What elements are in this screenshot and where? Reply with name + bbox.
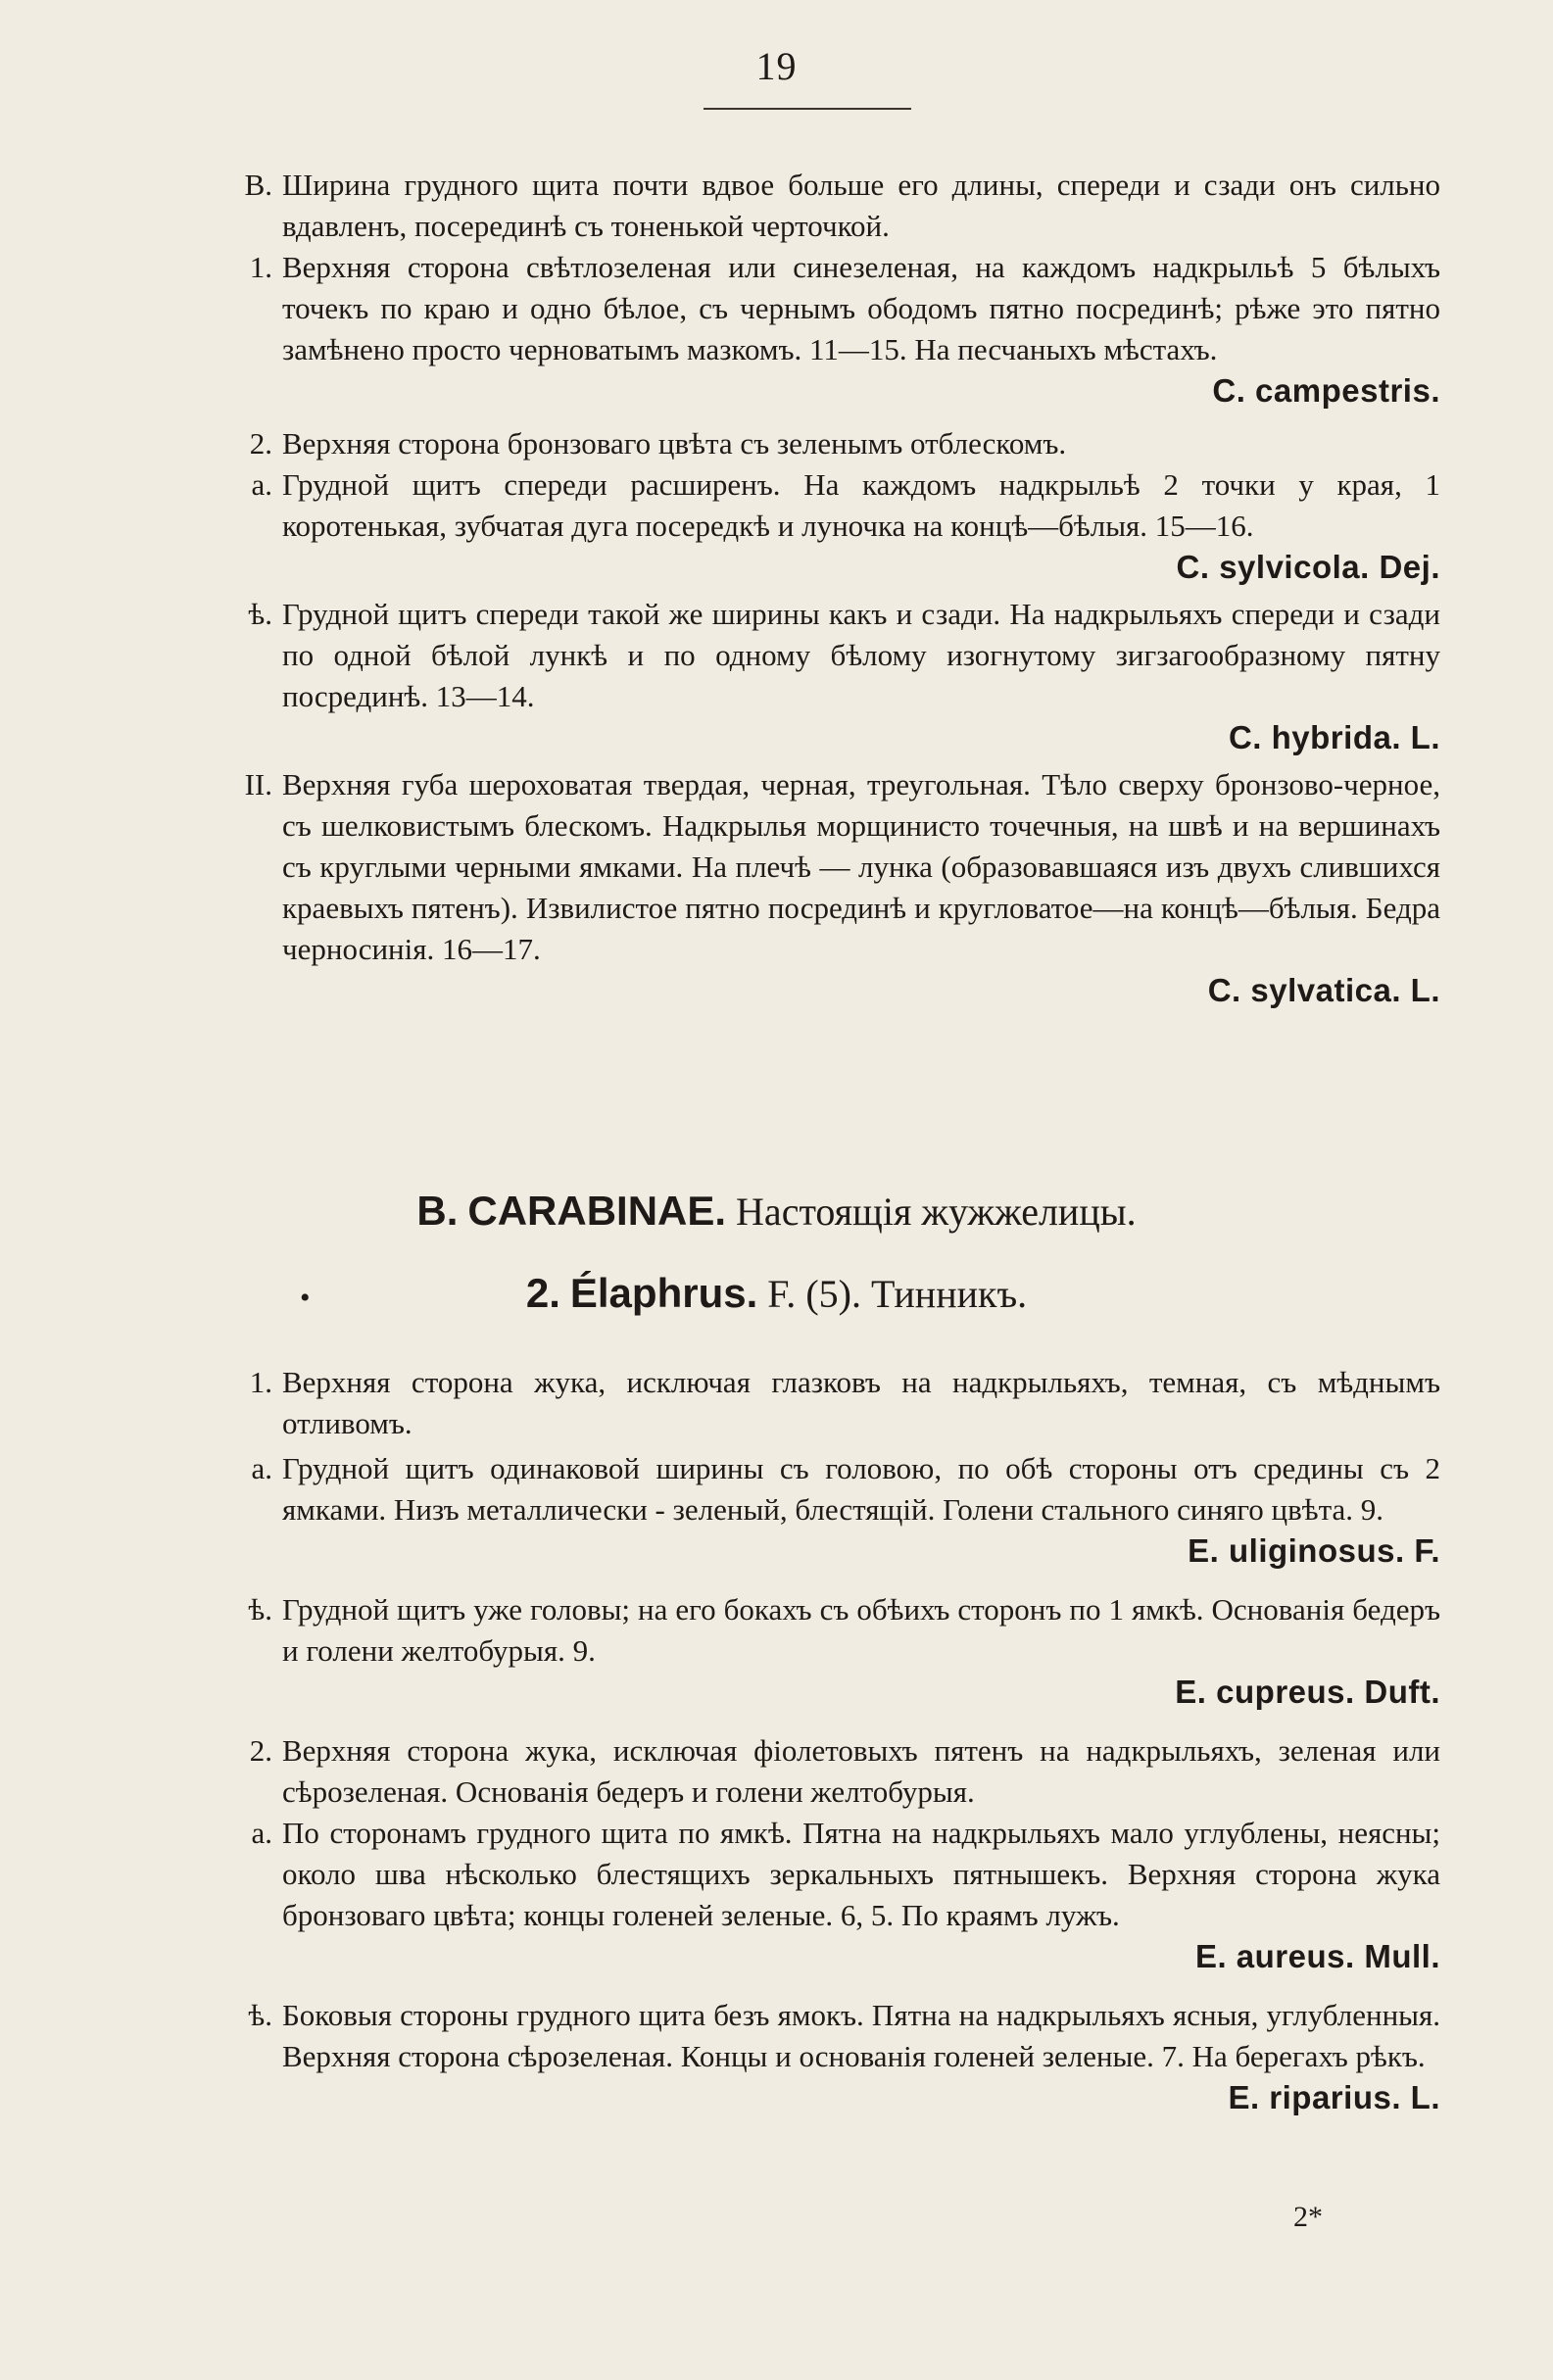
entry-mark: a. [251, 467, 272, 502]
page-number: 19 [755, 44, 798, 88]
key-entry [176, 1995, 1440, 2118]
entry-mark: 1. [249, 250, 272, 284]
key-entry [176, 247, 1440, 412]
entry-text: Верхняя губа шероховатая твердая, черная, треугольная. Тѣло сверху бронзово-черное, съ шелковистымъ блескомъ. Надкрылья морщинисто точечныя, на швѣ и на вершинахъ съ круглыми черными ямками. На плечѣ — лунка (образовавшаяся изъ двухъ слившихся краевыхъ пятенъ). Извилистое пятно посрединѣ и кругловатое—на концѣ—бѣлыя. Бедра черносинія. 16—17. [282, 767, 1440, 966]
species-name: E. aureus. Mull. [1194, 1938, 1440, 1974]
entry-mark: a. [251, 1816, 272, 1850]
key-bottom [176, 1362, 1440, 2118]
species-name: C. sylvicola. Dej. [1176, 549, 1440, 585]
signature-mark: 2* [1293, 2201, 1323, 2233]
entry-text: Грудной щитъ спереди расширенъ. На каждомъ надкрыльѣ 2 точки у края, 1 коротенькая, зубчатая дуга посередкѣ и луночка на концѣ—бѣлыя. 15—16. [282, 467, 1440, 543]
entry-mark: 1. [249, 1365, 272, 1399]
entry-mark: ѣ. [248, 1592, 272, 1627]
genus-count: (5). [805, 1272, 861, 1316]
genus-name: Élaphrus. [569, 1270, 758, 1316]
species-name: C. campestris. [1212, 372, 1440, 409]
section-title: CARABINAE. [467, 1188, 727, 1234]
section-subtitle: Настоящія жужжелицы. [736, 1190, 1137, 1234]
key-entry [176, 165, 1440, 247]
key-entry [176, 764, 1440, 1011]
key-entry [176, 1813, 1440, 1977]
section-letter: B. [416, 1188, 459, 1234]
entry-text: Верхняя сторона свѣтлозеленая или синезеленая, на каждомъ надкрыльѣ 5 бѣлыхъ точекъ по краю и одно бѣлое, съ чернымъ ободомъ пятно посрединѣ; рѣже это пятно замѣнено просто черноватымъ мазкомъ. 11—15. На песчаныхъ мѣстахъ. [282, 250, 1440, 366]
entry-mark: B. [244, 168, 272, 202]
entry-mark: a. [251, 1451, 272, 1485]
entry-mark: ѣ. [248, 597, 272, 631]
key-entry [176, 423, 1440, 464]
key-entry [176, 1448, 1440, 1572]
genus-heading [0, 1270, 1553, 1317]
entry-text: Боковыя стороны грудного щита безъ ямокъ. Пятна на надкрыльяхъ ясныя, углубленныя. Верхняя сторона сѣрозеленая. Концы и основанія голеней зеленые. 7. На берегахъ рѣкъ. [282, 1998, 1440, 2073]
header-rule [704, 108, 911, 110]
entry-text: По сторонамъ грудного щита по ямкѣ. Пятна на надкрыльяхъ мало углублены, неясны; около шва нѣсколько блестящихъ зеркальныхъ пятнышекъ. Верхняя сторона жука бронзоваго цвѣта; концы голеней зеленые. 6, 5. По краямъ лужъ. [282, 1816, 1440, 1932]
species-name: C. sylvatica. L. [1207, 972, 1440, 1008]
bullet-mark: • [300, 1282, 311, 1314]
key-entry [176, 594, 1440, 758]
section-heading [0, 1188, 1553, 1235]
entry-mark: ѣ. [248, 1998, 272, 2032]
entry-text: Ширина грудного щита почти вдвое больше его длины, спереди и сзади онъ сильно вдавленъ, посерединѣ съ тоненькой черточкой. [282, 168, 1440, 243]
entry-mark: 2. [249, 426, 272, 461]
entry-mark: 2. [249, 1733, 272, 1768]
entry-text: Грудной щитъ уже головы; на его бокахъ съ обѣихъ сторонъ по 1 ямкѣ. Основанія бедеръ и голени желтобурыя. 9. [282, 1592, 1440, 1668]
species-name: C. hybrida. L. [1228, 719, 1440, 755]
genus-author: F. [767, 1272, 797, 1316]
species-name: E. uliginosus. F. [1188, 1532, 1440, 1569]
entry-mark: II. [244, 767, 272, 801]
key-top [176, 165, 1440, 1011]
genus-russian: Тинникъ. [870, 1272, 1028, 1316]
entry-text: Верхняя сторона бронзоваго цвѣта съ зеленымъ отблескомъ. [282, 426, 1067, 461]
entry-text: Верхняя сторона жука, исключая глазковъ на надкрыльяхъ, темная, съ мѣднымъ отливомъ. [282, 1365, 1440, 1440]
species-name: E. riparius. L. [1228, 2079, 1440, 2115]
entry-text: Грудной щитъ одинаковой ширины съ головою, по обѣ стороны отъ средины съ 2 ямками. Низъ металлически - зеленый, блестящій. Голени стального синяго цвѣта. 9. [282, 1451, 1440, 1527]
entry-text: Верхняя сторона жука, исключая фіолетовыхъ пятенъ на надкрыльяхъ, зеленая или сѣрозеленая. Основанія бедеръ и голени желтобурыя. [282, 1733, 1440, 1809]
genus-number: 2. [525, 1270, 560, 1316]
key-entry [176, 1589, 1440, 1713]
entry-text: Грудной щитъ спереди такой же ширины какъ и сзади. На надкрыльяхъ спереди и сзади по одной бѣлой лункѣ и по одному бѣлому изогнутому зигзагообразному пятну посрединѣ. 13—14. [282, 597, 1440, 713]
species-name: E. cupreus. Duft. [1175, 1674, 1440, 1710]
key-entry [176, 1362, 1440, 1444]
key-entry [176, 464, 1440, 588]
key-entry [176, 1730, 1440, 1813]
